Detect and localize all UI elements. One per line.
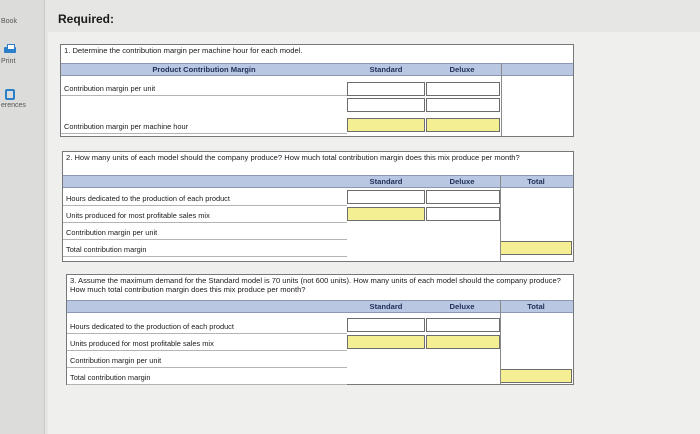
sidebar bbox=[0, 0, 45, 434]
input-standard-hours[interactable] bbox=[347, 318, 425, 332]
table-header bbox=[67, 300, 573, 313]
row-label-total-cm: Total contribution margin bbox=[67, 371, 347, 385]
section-1-table bbox=[60, 44, 574, 137]
input-deluxe-blank[interactable] bbox=[426, 98, 500, 112]
sidebar-item-book[interactable] bbox=[0, 16, 44, 25]
sidebar-item-print[interactable] bbox=[0, 44, 44, 65]
input-standard-hours[interactable] bbox=[347, 190, 425, 204]
header-deluxe: Deluxe bbox=[449, 302, 475, 311]
input-standard-units[interactable] bbox=[347, 335, 425, 349]
input-deluxe-units[interactable] bbox=[426, 207, 500, 221]
header-deluxe: Deluxe bbox=[449, 65, 475, 74]
sidebar-item-label: Print bbox=[1, 58, 16, 65]
page-title: Required: bbox=[58, 12, 115, 26]
row-label-cm-per-machine-hour: Contribution margin per machine hour bbox=[61, 120, 347, 134]
question-3-text: 3. Assume the maximum demand for the Standard model is 70 units (not 600 units). How many units of each model should the company produce? How much total contribution margin does this mix produce per month? bbox=[70, 276, 561, 294]
table-header bbox=[61, 63, 573, 76]
row-label-cm-per-unit: Contribution margin per unit bbox=[61, 82, 347, 96]
header-product-contribution-margin: Product Contribution Margin bbox=[152, 65, 256, 74]
row-label-cm-per-unit: Contribution margin per unit bbox=[63, 226, 347, 240]
sidebar-item-label: erences bbox=[1, 102, 26, 109]
question-1-text: 1. Determine the contribution margin per machine hour for each model. bbox=[64, 46, 303, 55]
row-label-units-produced: Units produced for most profitable sales mix bbox=[63, 209, 347, 223]
input-deluxe-hours[interactable] bbox=[426, 318, 500, 332]
section-2-table bbox=[62, 151, 574, 262]
header-standard: Standard bbox=[369, 65, 403, 74]
input-deluxe-units[interactable] bbox=[426, 335, 500, 349]
table-header bbox=[63, 175, 573, 188]
input-standard-cm-per-machine-hour[interactable] bbox=[347, 118, 425, 132]
column-divider bbox=[500, 300, 501, 384]
header-standard: Standard bbox=[369, 302, 403, 311]
input-standard-cm-per-unit[interactable] bbox=[347, 82, 425, 96]
column-divider bbox=[500, 175, 501, 261]
row-label-hours-dedicated: Hours dedicated to the production of each product bbox=[63, 192, 347, 206]
input-deluxe-cm-per-machine-hour[interactable] bbox=[426, 118, 500, 132]
section-3-table bbox=[66, 274, 574, 385]
input-standard-blank[interactable] bbox=[347, 98, 425, 112]
input-total-contribution-margin[interactable] bbox=[500, 369, 572, 383]
header-standard: Standard bbox=[369, 177, 403, 186]
row-label-total-cm: Total contribution margin bbox=[63, 243, 347, 257]
question-2-text: 2. How many units of each model should the company produce? How much total contribution margin does this mix produce per month? bbox=[66, 153, 520, 162]
input-deluxe-hours[interactable] bbox=[426, 190, 500, 204]
row-label-cm-per-unit: Contribution margin per unit bbox=[67, 354, 347, 368]
header-total: Total bbox=[527, 302, 545, 311]
printer-icon bbox=[3, 44, 17, 56]
row-label-units-produced: Units produced for most profitable sales mix bbox=[67, 337, 347, 351]
input-total-contribution-margin[interactable] bbox=[500, 241, 572, 255]
row-label-hours-dedicated: Hours dedicated to the production of each product bbox=[67, 320, 347, 334]
header-total: Total bbox=[527, 177, 545, 186]
input-standard-units[interactable] bbox=[347, 207, 425, 221]
header-deluxe: Deluxe bbox=[449, 177, 475, 186]
sidebar-item-label: Book bbox=[1, 18, 17, 25]
references-icon bbox=[5, 89, 15, 100]
input-deluxe-cm-per-unit[interactable] bbox=[426, 82, 500, 96]
column-divider bbox=[501, 63, 502, 136]
sidebar-item-references[interactable] bbox=[0, 89, 44, 109]
